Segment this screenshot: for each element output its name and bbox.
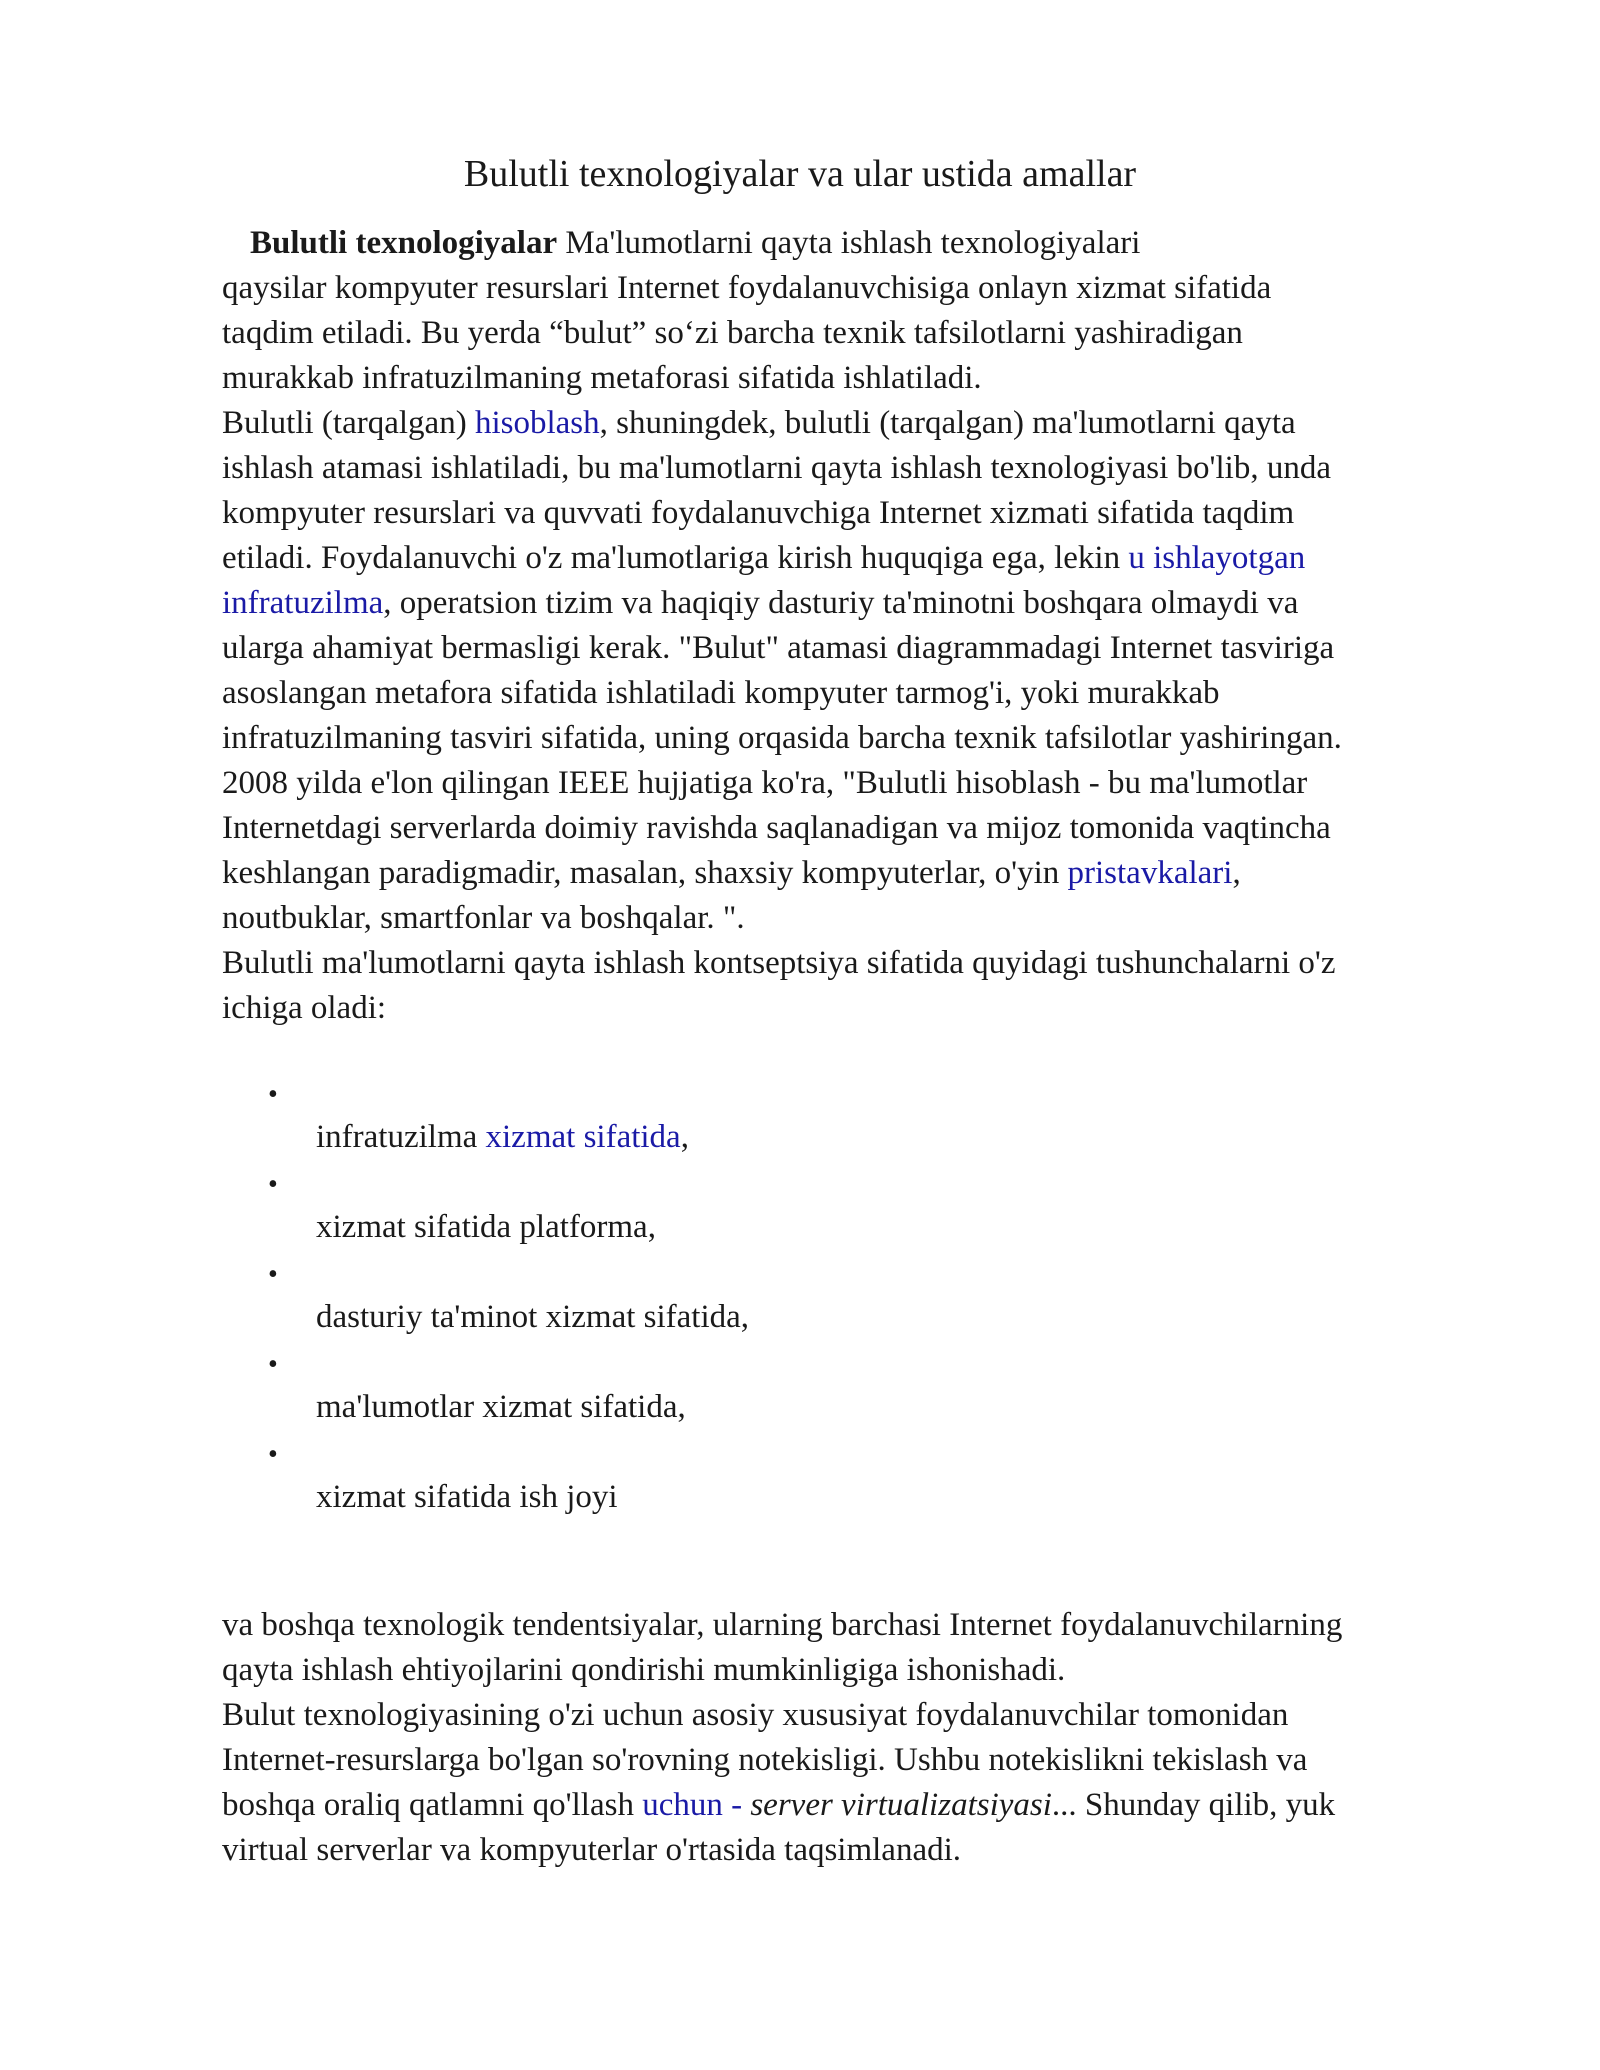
para4-line1: va boshqa texnologik tendentsiyalar, ularning barchasi Internet foydalanuvchilarning <box>222 1607 1343 1643</box>
para5-text: boshqa oraliq qatlamni qo'llash <box>222 1787 643 1823</box>
para4-line2: qayta ishlash ehtiyojlarini qondirishi mumkinligiga ishonishadi. <box>222 1652 1066 1688</box>
link-hisoblash[interactable]: hisoblash <box>474 405 600 441</box>
para2-line1 <box>222 402 1296 444</box>
para2-line11 <box>222 852 1241 894</box>
bullet-icon: • <box>268 1349 278 1380</box>
para2-line9: 2008 yilda e'lon qilingan IEEE hujjatiga ko'ra, "Bulutli hisoblash - bu ma'lumotlar <box>222 765 1308 801</box>
document-title: Bulutli texnologiyalar va ular ustida amallar <box>463 153 1137 195</box>
italic-term: server virtualizatsiyasi <box>750 1787 1052 1823</box>
link-xizmat-sifatida[interactable]: xizmat sifatida <box>485 1119 681 1155</box>
list-item: xizmat sifatida platforma, <box>316 1209 656 1245</box>
para2-line4 <box>222 537 1305 579</box>
para2-line7: asoslangan metafora sifatida ishlatiladi kompyuter tarmog'i, yoki murakkab <box>222 675 1220 711</box>
list-item <box>316 1116 689 1158</box>
para5-line1: Bulut texnologiyasining o'zi uchun asosiy xususiyat foydalanuvchilar tomonidan <box>222 1697 1289 1733</box>
list-item-text: , <box>680 1119 689 1155</box>
para2-line12: noutbuklar, smartfonlar va boshqalar. ". <box>222 900 745 936</box>
para2-line2: ishlash atamasi ishlatiladi, bu ma'lumotlarni qayta ishlash texnologiyasi bo'lib, unda <box>222 450 1331 486</box>
bullet-icon: • <box>268 1259 278 1290</box>
para1-text: Ma'lumotlarni qayta ishlash texnologiyalari <box>557 225 1141 261</box>
para1-bold-term: Bulutli texnologiyalar <box>250 225 558 261</box>
bullet-icon: • <box>268 1439 278 1470</box>
para3-line2: ichiga oladi: <box>222 990 387 1026</box>
list-item-text: infratuzilma <box>316 1119 486 1155</box>
para1-line1 <box>250 222 1140 264</box>
para5-line3 <box>222 1784 1335 1826</box>
bullet-icon: • <box>268 1079 278 1110</box>
para2-text: keshlangan paradigmadir, masalan, shaxsiy kompyuterlar, o'yin <box>222 855 1068 891</box>
para5-text: ... Shunday qilib, yuk <box>1051 1787 1336 1823</box>
para2-line6: ularga ahamiyat bermasligi kerak. "Bulut" atamasi diagrammadagi Internet tasviriga <box>222 630 1335 666</box>
para2-line10: Internetdagi serverlarda doimiy ravishda saqlanadigan va mijoz tomonida vaqtincha <box>222 810 1331 846</box>
para2-line5 <box>222 582 1298 624</box>
bullet-icon: • <box>268 1169 278 1200</box>
para2-text: Bulutli (tarqalgan) <box>222 405 475 441</box>
para1-line3: taqdim etiladi. Bu yerda “bulut” so‘zi barcha texnik tafsilotlarni yashiradigan <box>222 315 1243 351</box>
para1-line4: murakkab infratuzilmaning metaforasi sifatida ishlatiladi. <box>222 360 982 396</box>
para2-text: , operatsion tizim va haqiqiy dasturiy ta'minotni boshqara olmaydi va <box>383 585 1299 621</box>
para2-line8: infratuzilmaning tasviri sifatida, uning orqasida barcha texnik tafsilotlar yashiringan. <box>222 720 1342 756</box>
para2-text: , <box>1232 855 1241 891</box>
para5-line2: Internet-resurslarga bo'lgan so'rovning notekisligi. Ushbu notekislikni tekislash va <box>222 1742 1308 1778</box>
para2-text: etiladi. Foydalanuvchi o'z ma'lumotlariga kirish huquqiga ega, lekin <box>222 540 1129 576</box>
link-infratuzilma[interactable]: infratuzilma <box>222 585 384 621</box>
link-uchun[interactable]: uchun - <box>642 1787 751 1823</box>
para2-text: , shuningdek, bulutli (tarqalgan) ma'lumotlarni qayta <box>599 405 1296 441</box>
para5-line4: virtual serverlar va kompyuterlar o'rtasida taqsimlanadi. <box>222 1832 962 1868</box>
link-pristavkalari[interactable]: pristavkalari <box>1067 855 1233 891</box>
para3-line1: Bulutli ma'lumotlarni qayta ishlash kontseptsiya sifatida quyidagi tushunchalarni o'z <box>222 945 1336 981</box>
para2-line3: kompyuter resurslari va quvvati foydalanuvchiga Internet xizmati sifatida taqdim <box>222 495 1295 531</box>
list-item: ma'lumotlar xizmat sifatida, <box>316 1389 686 1425</box>
para1-line2: qaysilar kompyuter resurslari Internet foydalanuvchisiga onlayn xizmat sifatida <box>222 270 1272 306</box>
link-u-ishlayotgan[interactable]: u ishlayotgan <box>1128 540 1306 576</box>
list-item: dasturiy ta'minot xizmat sifatida, <box>316 1299 750 1335</box>
list-item: xizmat sifatida ish joyi <box>316 1479 618 1515</box>
